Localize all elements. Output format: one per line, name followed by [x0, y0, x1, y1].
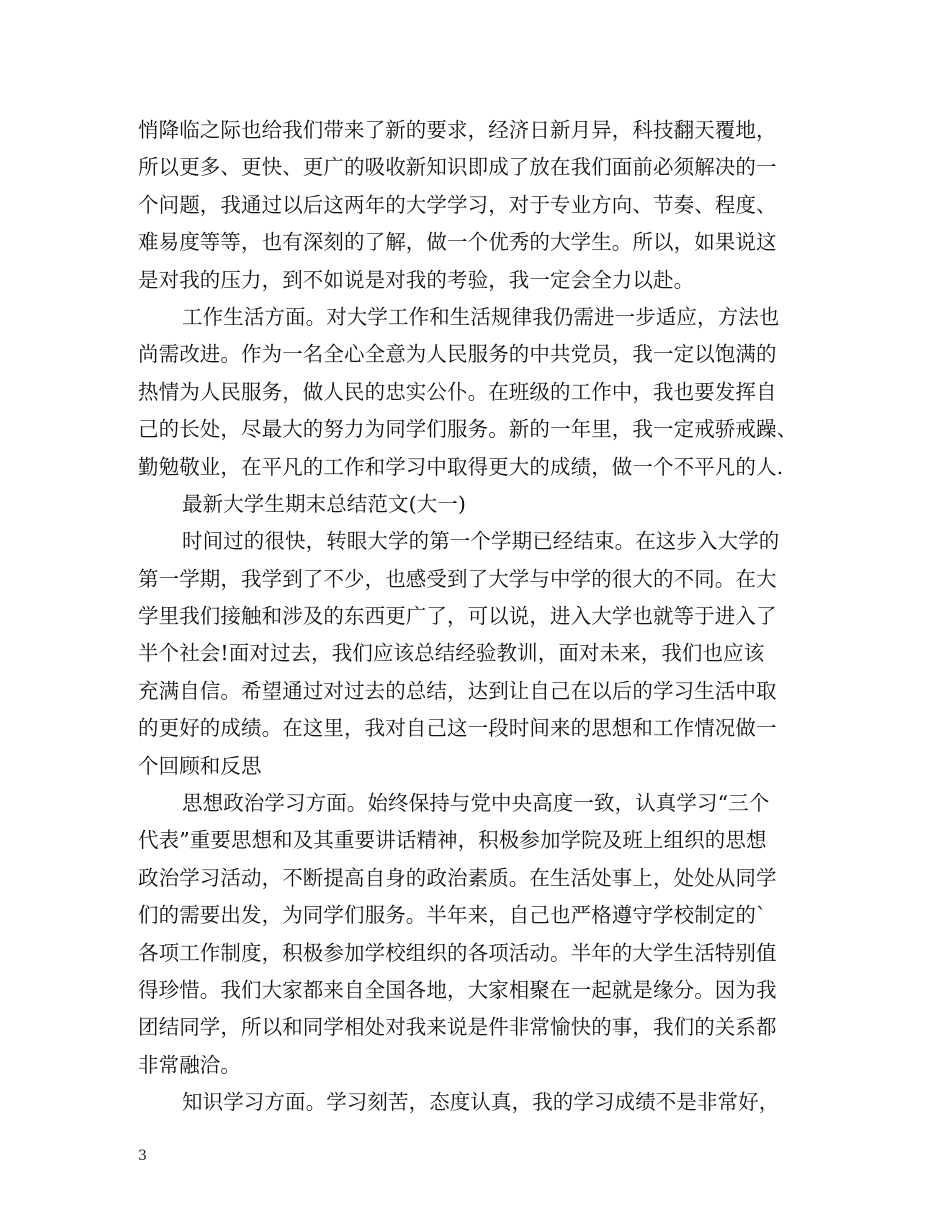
text-line: 第一学期，我学到了不少，也感受到了大学与中学的很大的不同。在大 [138, 566, 777, 591]
text-line: 团结同学，所以和同学相处对我来说是件非常愉快的事，我们的关系都 [138, 1015, 777, 1040]
text-line: 学里我们接触和涉及的东西更广了，可以说，进入大学也就等于进入了 [138, 604, 777, 629]
text-line: 半个社会!面对过去，我们应该总结经验教训，面对未来，我们也应该 [138, 641, 765, 666]
document-body [138, 112, 814, 1122]
text-line: 热情为人民服务，做人民的忠实公仆。在班级的工作中，我也要发挥自 [138, 379, 777, 404]
text-line: 工作生活方面。对大学工作和生活规律我仍需进一步适应，方法也 [182, 304, 780, 329]
text-line: 是对我的压力，到不如说是对我的考验，我一定会全力以赴。 [138, 267, 695, 292]
text-line: 己的长处，尽最大的努力为同学们服务。新的一年里，我一定戒骄戒躁、 [138, 417, 798, 442]
text-line: 勤勉敬业，在平凡的工作和学习中取得更大的成绩，做一个不平凡的人. [138, 454, 784, 479]
text-line: 得珍惜。我们大家都来自全国各地，大家相聚在一起就是缘分。因为我 [138, 977, 777, 1002]
text-line: 个回顾和反思 [138, 753, 262, 778]
text-line: 非常融洽。 [138, 1052, 241, 1077]
text-line: 个问题，我通过以后这两年的大学学习，对于专业方向、节奏、程度、 [138, 192, 777, 217]
text-line: 充满自信。希望通过对过去的总结，达到让自己在以后的学习生活中取 [138, 678, 777, 703]
text-line: 们的需要出发，为同学们服务。半年来，自己也严格遵守学校制定的` [138, 903, 767, 928]
text-line: 时间过的很快，转眼大学的第一个学期已经结束。在这步入大学的 [182, 529, 780, 554]
text-line: 各项工作制度，积极参加学校组织的各项活动。半年的大学生活特别值 [138, 940, 777, 965]
text-line: 悄降临之际也给我们带来了新的要求，经济日新月异，科技翻天覆地， [138, 118, 777, 142]
text-line: 难易度等等，也有深刻的了解，做一个优秀的大学生。所以，如果说这 [138, 230, 777, 255]
text-line: 政治学习活动，不断提高自身的政治素质。在生活处事上，处处从同学 [138, 865, 777, 890]
text-line: 所以更多、更快、更广的吸收新知识即成了放在我们面前必须解决的一 [138, 155, 777, 180]
text-line: 尚需改进。作为一名全心全意为人民服务的中共党员，我一定以饱满的 [138, 342, 777, 367]
text-line: 知识学习方面。学习刻苦，态度认真，我的学习成绩不是非常好， [182, 1090, 780, 1115]
text-line: 思想政治学习方面。始终保持与党中央高度一致，认真学习“三个 [182, 791, 770, 816]
text-line: 最新大学生期末总结范文(大一) [182, 491, 466, 516]
page-number: 3 [138, 1148, 147, 1164]
text-line: 的更好的成绩。在这里，我对自己这一段时间来的思想和工作情况做一 [138, 716, 777, 741]
text-line: 代表”重要思想和及其重要讲话精神，积极参加学院及班上组织的思想 [138, 828, 767, 853]
